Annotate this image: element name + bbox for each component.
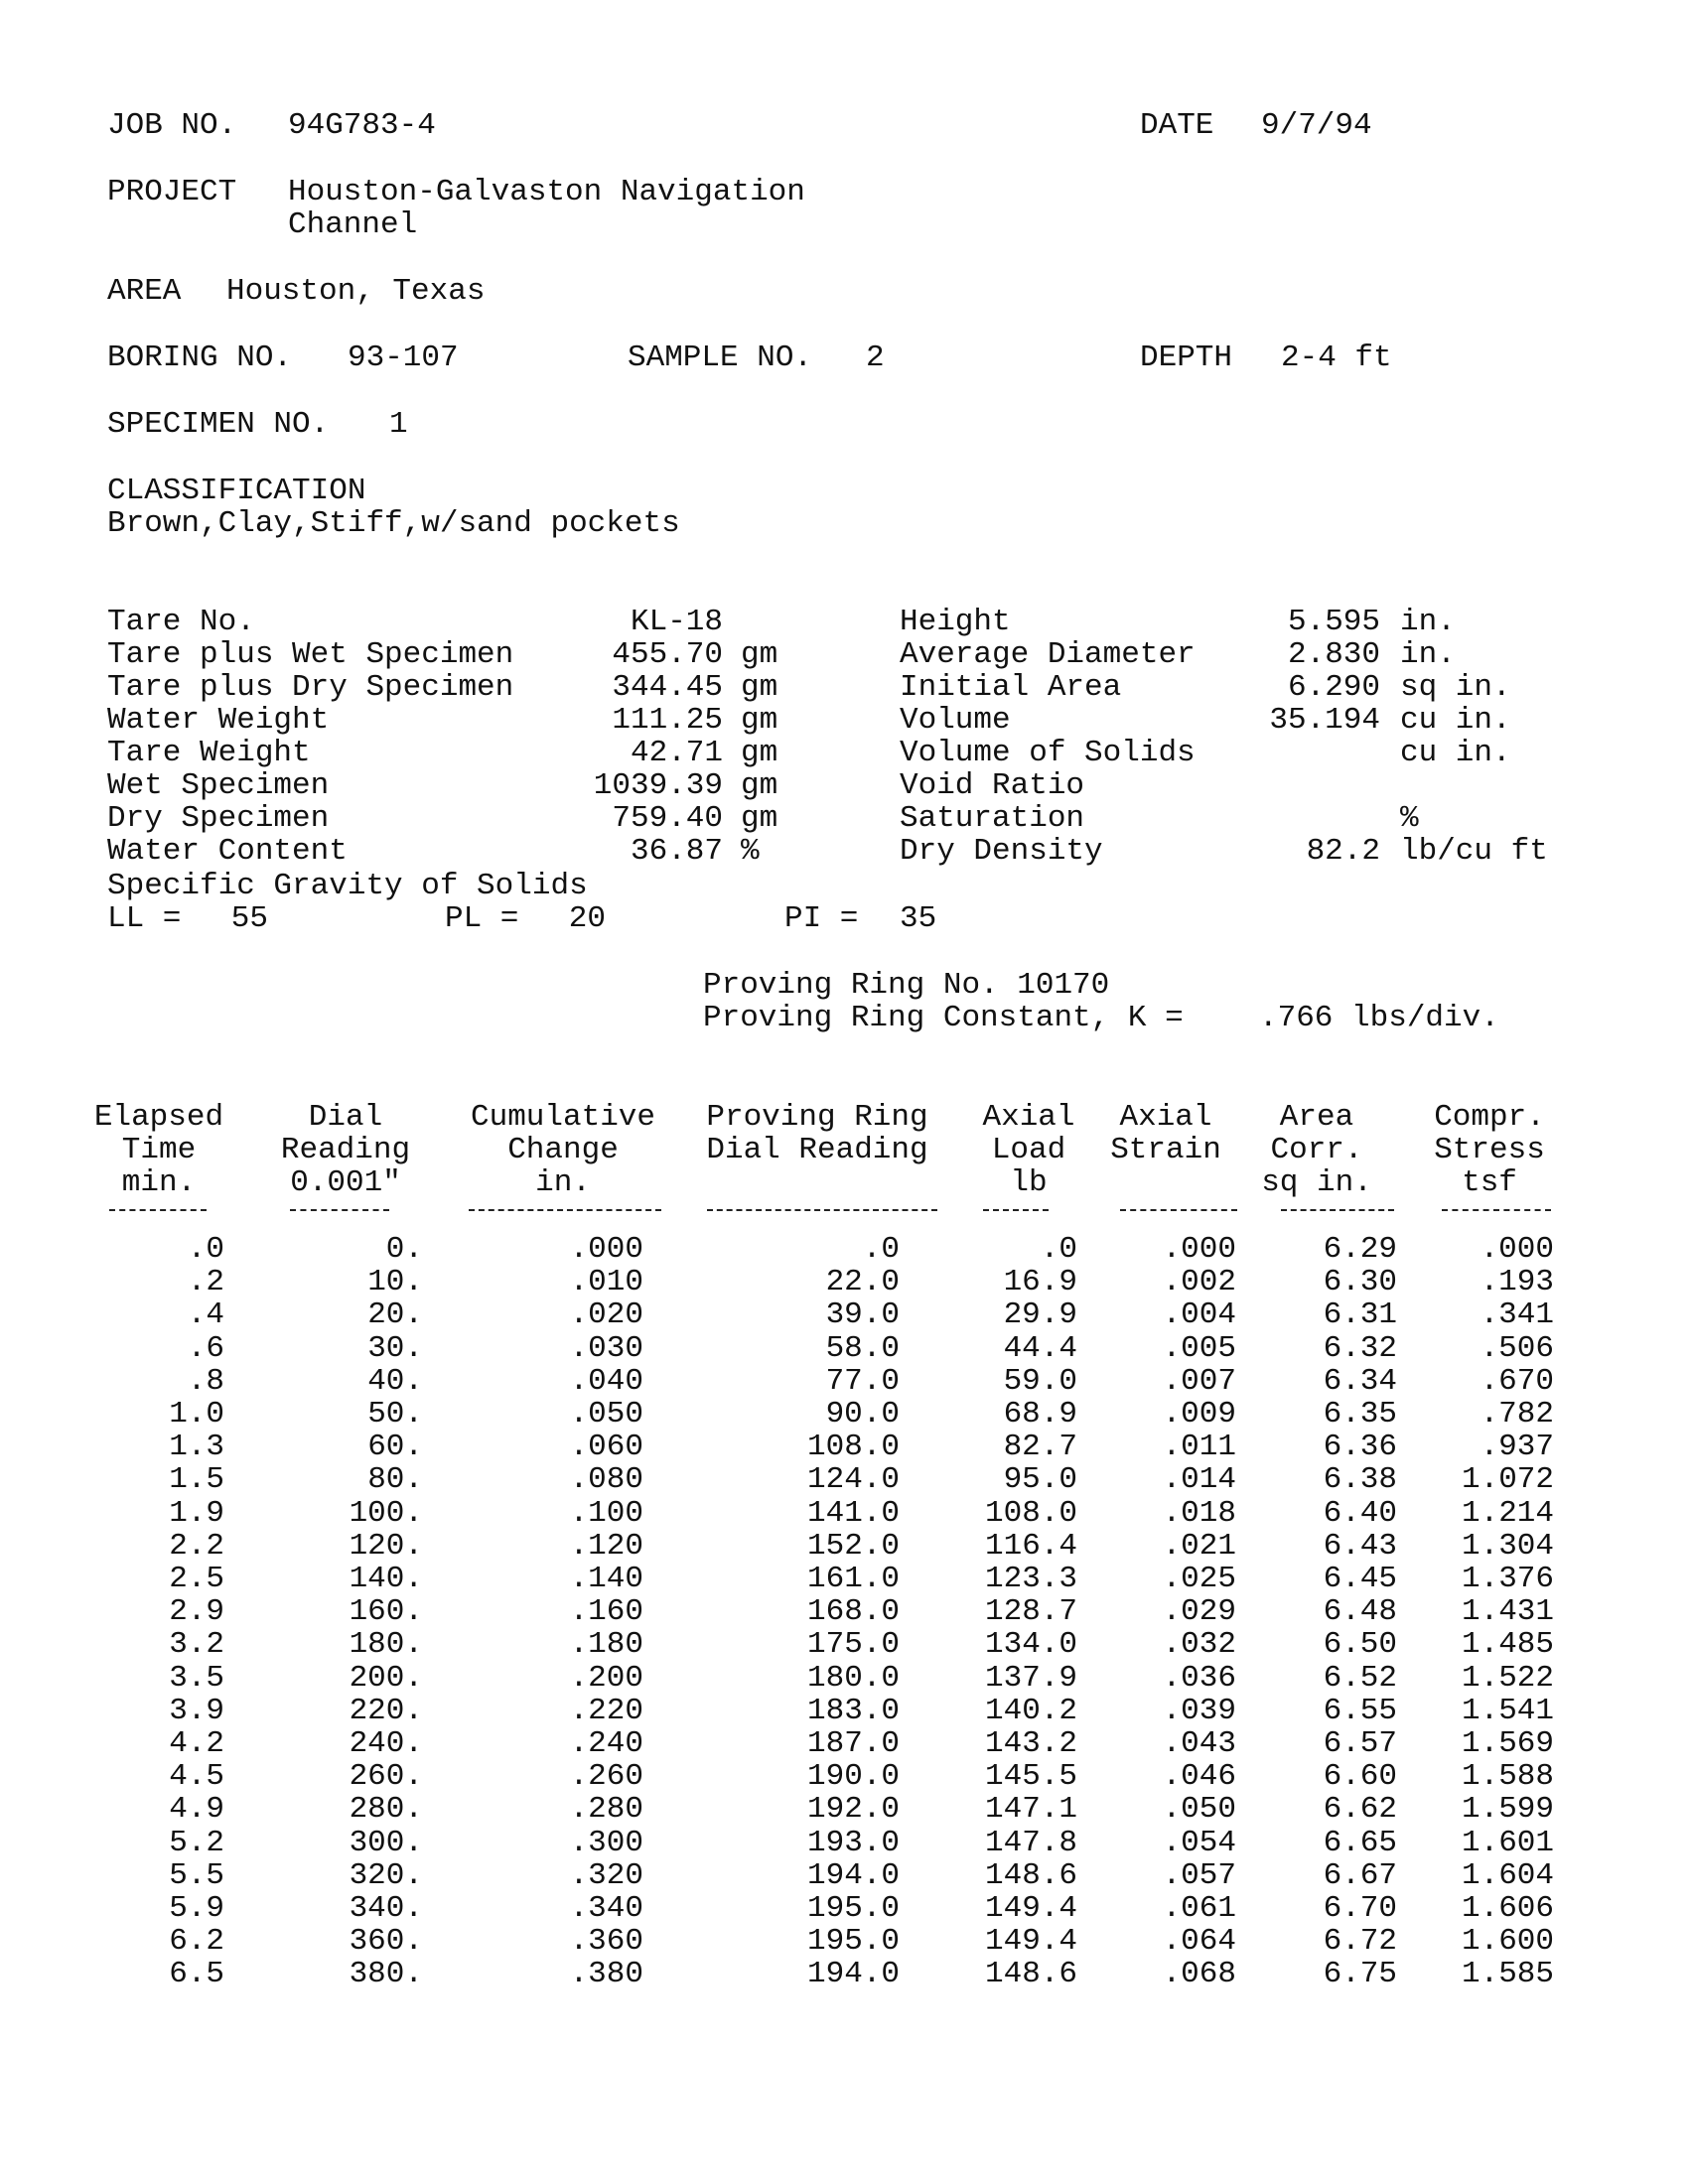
table-cell: .360 — [569, 1924, 643, 1960]
table-cell: 44.4 — [1003, 1330, 1077, 1366]
table-cell: .140 — [569, 1562, 643, 1596]
table-cell: .005 — [1162, 1330, 1236, 1366]
table-cell: 6.36 — [1323, 1430, 1397, 1465]
property-unit: gm — [741, 736, 778, 770]
property-unit: in. — [1400, 605, 1456, 639]
table-cell: .340 — [569, 1891, 643, 1926]
property-value: 759.40 — [612, 801, 723, 836]
column-header: Axial — [982, 1100, 1075, 1135]
property-label: Average Diameter — [900, 637, 1196, 672]
table-cell: .160 — [569, 1594, 643, 1630]
proving-ring-constant-label: Proving Ring Constant, K = — [703, 1001, 1184, 1035]
property-label: Tare No. — [107, 605, 255, 639]
table-cell: 6.34 — [1323, 1363, 1397, 1399]
table-cell: 22.0 — [825, 1265, 900, 1300]
table-cell: 2.9 — [169, 1594, 224, 1630]
table-cell: 40. — [367, 1363, 423, 1399]
table-cell: 161.0 — [806, 1562, 900, 1596]
property-unit: lb/cu ft — [1400, 834, 1548, 869]
table-cell: .506 — [1480, 1330, 1554, 1366]
table-cell: 68.9 — [1003, 1397, 1077, 1432]
project-label: PROJECT — [107, 175, 237, 209]
table-cell: .020 — [569, 1297, 643, 1333]
table-cell: 6.43 — [1323, 1528, 1397, 1564]
table-cell: 60. — [367, 1430, 423, 1465]
table-cell: 29.9 — [1003, 1297, 1077, 1333]
table-cell: 149.4 — [984, 1924, 1077, 1960]
column-header: Compr. — [1434, 1100, 1545, 1135]
table-cell: 16.9 — [1003, 1265, 1077, 1300]
table-cell: 77.0 — [825, 1363, 900, 1399]
table-cell: 59.0 — [1003, 1363, 1077, 1399]
table-cell: .014 — [1162, 1462, 1236, 1498]
column-header: lb — [1010, 1165, 1048, 1200]
column-header: Dial — [308, 1100, 383, 1135]
property-label: Initial Area — [900, 670, 1122, 705]
table-cell: 6.65 — [1323, 1825, 1397, 1860]
date-value: 9/7/94 — [1261, 108, 1372, 143]
header-underline — [109, 1209, 207, 1213]
property-value: 6.290 — [1287, 670, 1380, 705]
pi-value: 35 — [900, 901, 937, 936]
property-unit: gm — [741, 670, 778, 705]
property-value: 344.45 — [612, 670, 723, 705]
property-label: Tare plus Dry Specimen — [107, 670, 514, 705]
pl-label: PL = — [445, 901, 519, 936]
table-cell: 1.599 — [1461, 1792, 1554, 1828]
boring-no-value: 93-107 — [348, 341, 459, 375]
property-value: 82.2 — [1306, 834, 1380, 869]
header-underline — [707, 1209, 937, 1213]
project-line-1: Houston-Galvaston Navigation — [288, 175, 805, 209]
table-cell: 95.0 — [1003, 1462, 1077, 1498]
column-header: min. — [121, 1165, 197, 1200]
table-cell: 6.57 — [1323, 1726, 1397, 1761]
property-label: Water Content — [107, 834, 348, 869]
column-header: Dial Reading — [706, 1133, 928, 1167]
classification-label: CLASSIFICATION — [107, 474, 366, 508]
table-cell: 3.9 — [169, 1693, 224, 1728]
table-cell: .002 — [1162, 1265, 1236, 1300]
column-header: Reading — [280, 1133, 411, 1167]
table-cell: .029 — [1162, 1594, 1236, 1630]
table-cell: .4 — [187, 1297, 224, 1333]
table-cell: .050 — [1162, 1792, 1236, 1828]
property-unit: cu in. — [1400, 736, 1511, 770]
table-cell: 124.0 — [806, 1462, 900, 1498]
table-cell: 6.38 — [1323, 1462, 1397, 1498]
property-unit: cu in. — [1400, 703, 1511, 738]
proving-ring-number: Proving Ring No. 10170 — [703, 968, 1110, 1003]
table-cell: .937 — [1480, 1430, 1554, 1465]
table-cell: .030 — [569, 1330, 643, 1366]
table-cell: .018 — [1162, 1495, 1236, 1531]
table-cell: 280. — [349, 1792, 423, 1828]
job-no-value: 94G783-4 — [288, 108, 436, 143]
project-line-2: Channel — [288, 207, 418, 242]
table-cell: 149.4 — [984, 1891, 1077, 1926]
table-cell: .021 — [1162, 1528, 1236, 1564]
table-cell: 193.0 — [806, 1825, 900, 1860]
table-cell: 380. — [349, 1957, 423, 1992]
table-cell: 134.0 — [984, 1627, 1077, 1663]
property-label: Water Weight — [107, 703, 330, 738]
table-cell: .120 — [569, 1528, 643, 1564]
property-label: Tare Weight — [107, 736, 311, 770]
pi-label: PI = — [784, 901, 859, 936]
table-cell: 143.2 — [984, 1726, 1077, 1761]
area-value: Houston, Texas — [226, 274, 486, 309]
column-header: Proving Ring — [706, 1100, 928, 1135]
table-cell: 141.0 — [806, 1495, 900, 1531]
table-cell: 145.5 — [984, 1759, 1077, 1795]
property-label: Volume — [900, 703, 1011, 738]
table-cell: 1.072 — [1461, 1462, 1554, 1498]
column-header: Stress — [1434, 1133, 1545, 1167]
table-cell: 320. — [349, 1857, 423, 1893]
table-cell: 183.0 — [806, 1693, 900, 1728]
table-cell: 180. — [349, 1627, 423, 1663]
table-cell: 6.40 — [1323, 1495, 1397, 1531]
column-header: Cumulative — [470, 1100, 656, 1135]
table-cell: 175.0 — [806, 1627, 900, 1663]
table-cell: 2.5 — [169, 1562, 224, 1596]
table-cell: 148.6 — [984, 1857, 1077, 1893]
table-cell: .011 — [1162, 1430, 1236, 1465]
table-cell: 3.2 — [169, 1627, 224, 1663]
table-cell: 160. — [349, 1594, 423, 1630]
proving-ring-constant-value: .766 lbs/div. — [1259, 1001, 1499, 1035]
table-cell: 147.1 — [984, 1792, 1077, 1828]
table-cell: .100 — [569, 1495, 643, 1531]
property-unit: % — [741, 834, 760, 869]
table-cell: .043 — [1162, 1726, 1236, 1761]
table-cell: 4.9 — [169, 1792, 224, 1828]
table-cell: 137.9 — [984, 1660, 1077, 1696]
table-cell: 128.7 — [984, 1594, 1077, 1630]
property-value: 1039.39 — [593, 768, 723, 803]
table-cell: 1.3 — [169, 1430, 224, 1465]
table-cell: .080 — [569, 1462, 643, 1498]
table-cell: 1.5 — [169, 1462, 224, 1498]
classification-value: Brown,Clay,Stiff,w/sand pockets — [107, 506, 680, 541]
table-cell: 1.431 — [1461, 1594, 1554, 1630]
table-cell: 90.0 — [825, 1397, 900, 1432]
table-cell: 39.0 — [825, 1297, 900, 1333]
property-value: 42.71 — [630, 736, 723, 770]
table-cell: 187.0 — [806, 1726, 900, 1761]
table-cell: 6.55 — [1323, 1693, 1397, 1728]
header-underline — [1442, 1209, 1551, 1213]
property-label: Void Ratio — [900, 768, 1085, 803]
table-cell: 3.5 — [169, 1660, 224, 1696]
table-cell: 6.45 — [1323, 1562, 1397, 1596]
table-cell: .000 — [1480, 1232, 1554, 1267]
table-cell: .8 — [187, 1363, 224, 1399]
table-cell: 6.32 — [1323, 1330, 1397, 1366]
table-cell: .000 — [1162, 1232, 1236, 1267]
table-cell: 147.8 — [984, 1825, 1077, 1860]
property-value: 111.25 — [612, 703, 723, 738]
table-cell: 5.5 — [169, 1857, 224, 1893]
table-cell: .782 — [1480, 1397, 1554, 1432]
area-label: AREA — [107, 274, 182, 309]
column-header: Strain — [1110, 1133, 1221, 1167]
table-cell: 108.0 — [806, 1430, 900, 1465]
table-cell: 168.0 — [806, 1594, 900, 1630]
table-cell: 82.7 — [1003, 1430, 1077, 1465]
property-unit: gm — [741, 801, 778, 836]
column-header: 0.001" — [290, 1165, 401, 1200]
property-label: Dry Density — [900, 834, 1103, 869]
property-unit: gm — [741, 703, 778, 738]
table-cell: 340. — [349, 1891, 423, 1926]
table-cell: 180.0 — [806, 1660, 900, 1696]
boring-no-label: BORING NO. — [107, 341, 293, 375]
table-cell: .260 — [569, 1759, 643, 1795]
table-cell: 30. — [367, 1330, 423, 1366]
table-cell: 50. — [367, 1397, 423, 1432]
table-cell: 194.0 — [806, 1957, 900, 1992]
table-cell: 1.304 — [1461, 1528, 1554, 1564]
table-cell: .000 — [569, 1232, 643, 1267]
table-cell: 6.60 — [1323, 1759, 1397, 1795]
table-cell: 140. — [349, 1562, 423, 1596]
property-label: Volume of Solids — [900, 736, 1196, 770]
column-header: Axial — [1119, 1100, 1212, 1135]
table-cell: 1.0 — [169, 1397, 224, 1432]
table-cell: 1.585 — [1461, 1957, 1554, 1992]
table-cell: .0 — [1040, 1232, 1077, 1267]
header-underline — [1120, 1209, 1237, 1213]
depth-value: 2-4 ft — [1281, 341, 1392, 375]
table-cell: 100. — [349, 1495, 423, 1531]
table-cell: 240. — [349, 1726, 423, 1761]
column-header: Change — [507, 1133, 619, 1167]
table-cell: 80. — [367, 1462, 423, 1498]
table-cell: .036 — [1162, 1660, 1236, 1696]
property-label: Wet Specimen — [107, 768, 330, 803]
table-cell: 195.0 — [806, 1924, 900, 1960]
table-cell: .054 — [1162, 1825, 1236, 1860]
table-cell: 1.604 — [1461, 1857, 1554, 1893]
property-unit: in. — [1400, 637, 1456, 672]
table-cell: .009 — [1162, 1397, 1236, 1432]
table-cell: 6.70 — [1323, 1891, 1397, 1926]
table-cell: 120. — [349, 1528, 423, 1564]
column-header: Elapsed — [93, 1100, 224, 1135]
property-value: 36.87 — [630, 834, 723, 869]
table-cell: 1.606 — [1461, 1891, 1554, 1926]
table-cell: 1.522 — [1461, 1660, 1554, 1696]
table-cell: 108.0 — [984, 1495, 1077, 1531]
table-cell: 6.31 — [1323, 1297, 1397, 1333]
table-cell: 190.0 — [806, 1759, 900, 1795]
specific-gravity-label: Specific Gravity of Solids — [107, 869, 588, 903]
table-cell: .004 — [1162, 1297, 1236, 1333]
property-unit: sq in. — [1400, 670, 1511, 705]
table-cell: .010 — [569, 1265, 643, 1300]
sample-no-label: SAMPLE NO. — [628, 341, 813, 375]
table-cell: 1.588 — [1461, 1759, 1554, 1795]
property-label: Height — [900, 605, 1011, 639]
header-underline — [983, 1209, 1049, 1213]
table-cell: 0. — [385, 1232, 423, 1267]
table-cell: .300 — [569, 1825, 643, 1860]
table-cell: 194.0 — [806, 1857, 900, 1893]
table-cell: .240 — [569, 1726, 643, 1761]
column-header: Time — [121, 1133, 197, 1167]
table-cell: 2.2 — [169, 1528, 224, 1564]
specimen-no-value: 1 — [389, 407, 408, 442]
column-header: Load — [991, 1133, 1066, 1167]
table-cell: .0 — [187, 1232, 224, 1267]
table-cell: .039 — [1162, 1693, 1236, 1728]
table-cell: 6.50 — [1323, 1627, 1397, 1663]
table-cell: .220 — [569, 1693, 643, 1728]
table-cell: 5.9 — [169, 1891, 224, 1926]
table-cell: 1.541 — [1461, 1693, 1554, 1728]
table-cell: .032 — [1162, 1627, 1236, 1663]
table-cell: .057 — [1162, 1857, 1236, 1893]
table-cell: .180 — [569, 1627, 643, 1663]
column-header: Corr. — [1270, 1133, 1363, 1167]
date-label: DATE — [1140, 108, 1214, 143]
table-cell: 360. — [349, 1924, 423, 1960]
table-cell: 6.30 — [1323, 1265, 1397, 1300]
table-cell: 300. — [349, 1825, 423, 1860]
table-cell: 1.601 — [1461, 1825, 1554, 1860]
table-cell: 220. — [349, 1693, 423, 1728]
ll-label: LL = — [107, 901, 182, 936]
property-value: 455.70 — [612, 637, 723, 672]
table-cell: 116.4 — [984, 1528, 1077, 1564]
table-cell: 123.3 — [984, 1562, 1077, 1596]
table-cell: 6.48 — [1323, 1594, 1397, 1630]
pl-value: 20 — [568, 901, 606, 936]
table-cell: 6.67 — [1323, 1857, 1397, 1893]
table-cell: .061 — [1162, 1891, 1236, 1926]
table-cell: 6.52 — [1323, 1660, 1397, 1696]
property-label: Tare plus Wet Specimen — [107, 637, 514, 672]
property-value: 2.830 — [1287, 637, 1380, 672]
table-cell: 6.29 — [1323, 1232, 1397, 1267]
table-cell: .320 — [569, 1857, 643, 1893]
table-cell: .0 — [862, 1232, 900, 1267]
table-cell: 6.62 — [1323, 1792, 1397, 1828]
property-value: KL-18 — [630, 605, 723, 639]
column-header: tsf — [1462, 1165, 1517, 1200]
table-cell: 1.214 — [1461, 1495, 1554, 1531]
table-cell: 200. — [349, 1660, 423, 1696]
job-no-label: JOB NO. — [107, 108, 237, 143]
table-cell: 148.6 — [984, 1957, 1077, 1992]
table-cell: .280 — [569, 1792, 643, 1828]
column-header: Area — [1279, 1100, 1354, 1135]
table-cell: 4.5 — [169, 1759, 224, 1795]
table-cell: 1.600 — [1461, 1924, 1554, 1960]
header-underline — [469, 1209, 661, 1213]
table-cell: .046 — [1162, 1759, 1236, 1795]
table-cell: .068 — [1162, 1957, 1236, 1992]
table-cell: .064 — [1162, 1924, 1236, 1960]
table-cell: .341 — [1480, 1297, 1554, 1333]
table-cell: .025 — [1162, 1562, 1236, 1596]
property-label: Saturation — [900, 801, 1085, 836]
table-cell: 6.75 — [1323, 1957, 1397, 1992]
header-underline — [1281, 1209, 1394, 1213]
table-cell: .6 — [187, 1330, 224, 1366]
ll-value: 55 — [230, 901, 268, 936]
table-cell: .193 — [1480, 1265, 1554, 1300]
table-cell: 6.2 — [169, 1924, 224, 1960]
sample-no-value: 2 — [866, 341, 885, 375]
column-header: in. — [535, 1165, 591, 1200]
property-unit: gm — [741, 637, 778, 672]
table-cell: 58.0 — [825, 1330, 900, 1366]
column-header: sq in. — [1261, 1165, 1372, 1200]
table-cell: .050 — [569, 1397, 643, 1432]
property-unit: % — [1400, 801, 1419, 836]
table-cell: .670 — [1480, 1363, 1554, 1399]
table-cell: .200 — [569, 1660, 643, 1696]
table-cell: .060 — [569, 1430, 643, 1465]
property-value: 35.194 — [1269, 703, 1380, 738]
table-cell: 1.569 — [1461, 1726, 1554, 1761]
table-cell: 4.2 — [169, 1726, 224, 1761]
table-cell: .380 — [569, 1957, 643, 1992]
property-value: 5.595 — [1287, 605, 1380, 639]
table-cell: 260. — [349, 1759, 423, 1795]
table-cell: 140.2 — [984, 1693, 1077, 1728]
table-cell: 10. — [367, 1265, 423, 1300]
table-cell: 5.2 — [169, 1825, 224, 1860]
table-cell: 6.5 — [169, 1957, 224, 1992]
table-cell: 1.485 — [1461, 1627, 1554, 1663]
specimen-no-label: SPECIMEN NO. — [107, 407, 330, 442]
table-cell: 1.9 — [169, 1495, 224, 1531]
property-label: Dry Specimen — [107, 801, 330, 836]
depth-label: DEPTH — [1140, 341, 1233, 375]
table-cell: 1.376 — [1461, 1562, 1554, 1596]
table-cell: 6.72 — [1323, 1924, 1397, 1960]
table-cell: 152.0 — [806, 1528, 900, 1564]
table-cell: .007 — [1162, 1363, 1236, 1399]
table-cell: 20. — [367, 1297, 423, 1333]
table-cell: .040 — [569, 1363, 643, 1399]
property-unit: gm — [741, 768, 778, 803]
table-cell: 6.35 — [1323, 1397, 1397, 1432]
table-cell: .2 — [187, 1265, 224, 1300]
table-cell: 192.0 — [806, 1792, 900, 1828]
table-cell: 195.0 — [806, 1891, 900, 1926]
header-underline — [290, 1209, 389, 1213]
